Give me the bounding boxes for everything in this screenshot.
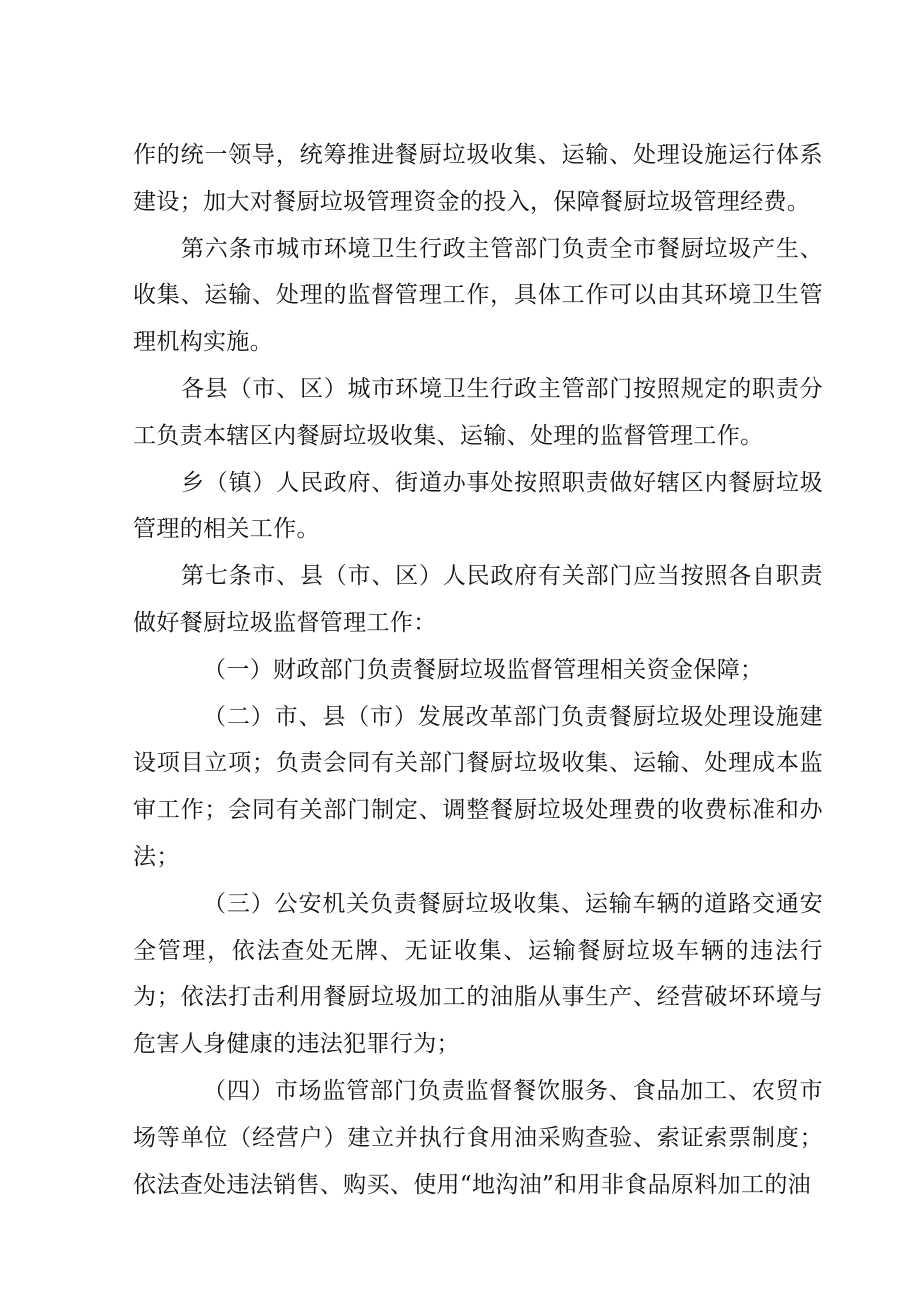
paragraph: 作的统一领导，统筹推进餐厨垃圾收集、运输、处理设施运行体系建设；加大对餐厨垃圾管理资金的投入，保障餐厨垃圾管理经费。 [133, 142, 823, 215]
paragraph: 乡（镇）人民政府、街道办事处按照职责做好辖区内餐厨垃圾管理的相关工作。 [133, 469, 823, 543]
list-item: （一）财政部门负责餐厨垃圾监督管理相关资金保障； [203, 656, 764, 683]
paragraph: 各县（市、区）城市环境卫生行政主管部门按照规定的职责分工负责本辖区内餐厨垃圾收集、运输、处理的监督管理工作。 [133, 375, 823, 449]
paragraph-article-6: 第六条市城市环境卫生行政主管部门负责全市餐厨垃圾产生、收集、运输、处理的监督管理工作，具体工作可以由其环境卫生管理机构实施。 [133, 235, 823, 356]
list-item: （三）公安机关负责餐厨垃圾收集、运输车辆的道路交通安全管理，依法查处无牌、无证收集、运输餐厨垃圾车辆的违法行为；依法打击利用餐厨垃圾加工的油脂从事生产、经营破坏环境与危害人身健康的违法犯罪行为； [133, 890, 823, 1058]
list-item: （四）市场监管部门负责监督餐饮服务、食品加工、农贸市场等单位（经营户）建立并执行食用油采购查验、索证索票制度；依法查处违法销售、购买、使用“地沟油”和用非食品原料加工的油 [133, 1077, 823, 1198]
list-item: （二）市、县（市）发展改革部门负责餐厨垃圾处理设施建设项目立项；负责会同有关部门餐厨垃圾收集、运输、处理成本监审工作；会同有关部门制定、调整餐厨垃圾处理费的收费标准和办法； [133, 703, 823, 870]
paragraph-article-7: 第七条市、县（市、区）人民政府有关部门应当按照各自职责做好餐厨垃圾监督管理工作： [133, 563, 823, 636]
document-body [133, 132, 823, 1208]
